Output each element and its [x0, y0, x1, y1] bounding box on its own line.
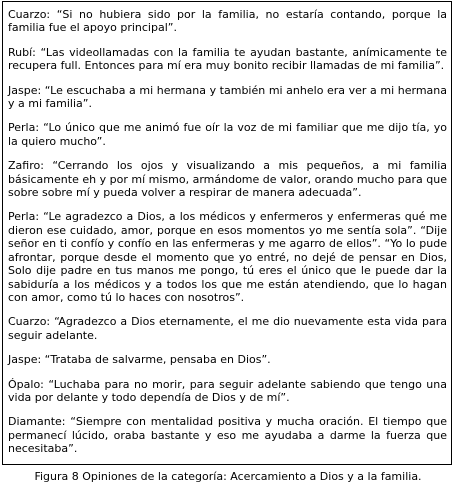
quote-cuarzo-1: Cuarzo: “Si no hubiera sido por la familia, no estaría contando, porque la familia fue el apoyo principal”. [8, 8, 447, 35]
quotes-box [2, 1, 452, 465]
quote-perla-1: Perla: “Lo único que me animó fue oír la voz de mi familiar que me dijo tía, yo la quiero mucho”. [8, 121, 447, 148]
quote-cuarzo-2: Cuarzo: “Agradezco a Dios eternamente, el me dio nuevamente esta vida para seguir adelante. [8, 315, 447, 342]
quote-jaspe-2: Jaspe: “Trataba de salvarme, pensaba en Dios”. [8, 353, 271, 367]
quote-jaspe-1: Jaspe: “Le escuchaba a mi hermana y también mi anhelo era ver a mi hermana y a mi familia”. [8, 83, 447, 111]
quote-rubi: Rubí: “Las videollamadas con la familia te ayudan bastante, anímicamente te recupera full. Entonces para mí era muy bonito recibir llamadas de mi familia”. [8, 45, 447, 73]
quote-opalo: Ópalo: “Luchaba para no morir, para seguir adelante sabiendo que tengo una vida por delante y todo dependía de Dios y de mí”. [8, 377, 447, 404]
figure-caption: Figura 8 Opiniones de la categoría: Acercamiento a Dios y a la familia. [34, 470, 422, 483]
quote-zafiro: Zafiro: “Cerrando los ojos y visualizando a mis pequeños, a mi familia básicamente eh y por mí mismo, armándome de valor, orando mucho para que sobre sobre mí y pueda volver a respirar de manera adecuada”. [8, 159, 447, 200]
quote-perla-2: Perla: “Le agradezco a Dios, a los médicos y enfermeros y enfermeras qué me dieron ese cuidado, amor, porque en esos momentos yo me sentía sola”. “Dije señor en ti confío y confío en las enfermeras y me agarro de ellos”. “Yo lo pude afrontar, porque desde el momento que yo entré, no dejé de pensar en Dios, Solo dije padre en tus manos me pongo, tú eres el único que le puede dar la sabiduría a los médicos y a todos los que me están atendiendo, que lo hagan con amor, como tú lo haces con nosotros”. [8, 210, 447, 304]
quote-diamante: Diamante: “Siempre con mentalidad positiva y mucha oración. El tiempo que permanecí lúcido, oraba bastante y eso me ayudaba a darme la fuerza que necesitaba”. [8, 415, 447, 456]
